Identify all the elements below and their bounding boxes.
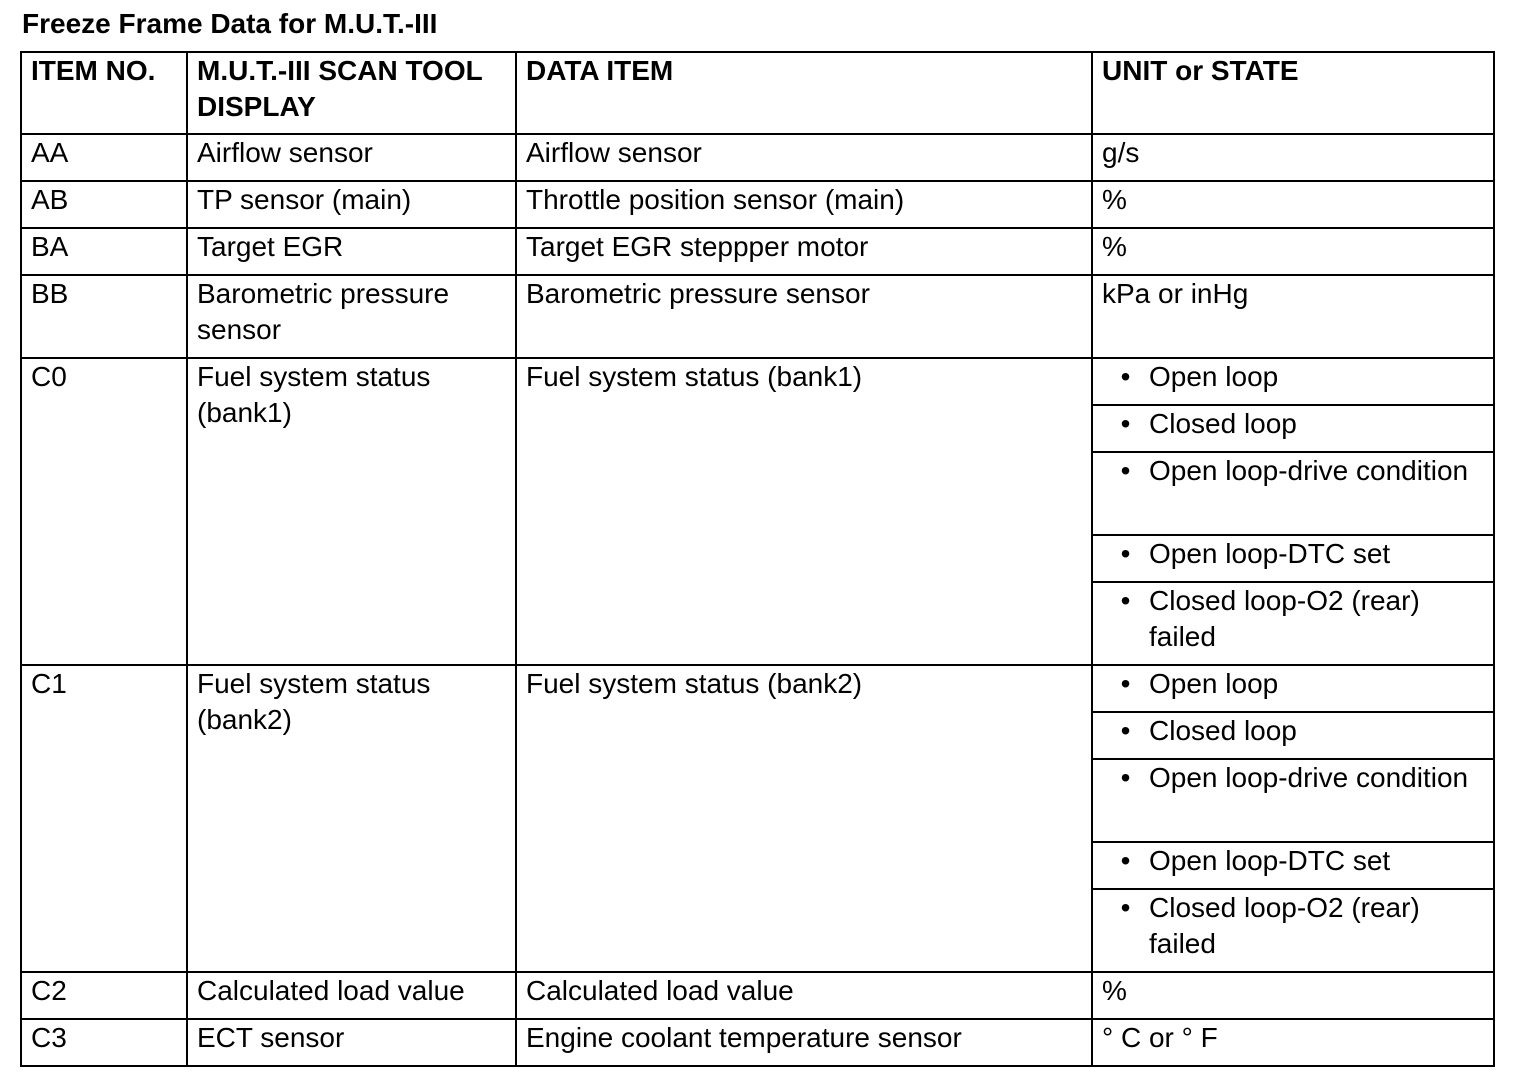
bullet-icon: • [1120, 715, 1131, 746]
header-row [21, 52, 1494, 134]
document-title: Freeze Frame Data for M.U.T.-III [22, 8, 438, 39]
state-text: Closed loop-O2 (rear) failed [1149, 892, 1420, 959]
state-cell [1092, 665, 1494, 712]
state-text: Open loop-drive condition [1149, 762, 1469, 793]
cell-data-item: Fuel system status (bank2) [516, 665, 1092, 972]
state-text: Open loop [1149, 361, 1279, 392]
cell-display: Target EGR [187, 228, 516, 275]
cell-display: Calculated load value [187, 972, 516, 1019]
cell-data-item: Airflow sensor [516, 134, 1092, 181]
cell-display: Barometric pressure sensor [187, 275, 516, 358]
cell-data-item: Target EGR steppper motor [516, 228, 1092, 275]
state-text: Open loop-drive condition [1149, 455, 1469, 486]
table-row [21, 134, 1494, 181]
bullet-icon: • [1120, 892, 1131, 923]
cell-unit: % [1092, 972, 1494, 1019]
state-cell [1092, 712, 1494, 759]
state-text: Open loop-DTC set [1149, 845, 1391, 876]
cell-display: TP sensor (main) [187, 181, 516, 228]
header-display: M.U.T.-III SCAN TOOL DISPLAY [187, 52, 516, 134]
state-cell [1092, 842, 1494, 889]
state-cell [1092, 405, 1494, 452]
cell-item-no: AB [21, 181, 187, 228]
cell-data-item: Throttle position sensor (main) [516, 181, 1092, 228]
bullet-icon: • [1120, 455, 1131, 486]
bullet-icon: • [1120, 361, 1131, 392]
header-item-no: ITEM NO. [21, 52, 187, 134]
cell-item-no: C2 [21, 972, 187, 1019]
state-cell [1092, 889, 1494, 972]
bullet-icon: • [1120, 668, 1131, 699]
header-unit: UNIT or STATE [1092, 52, 1494, 134]
bullet-icon: • [1120, 762, 1131, 793]
cell-unit: ° C or ° F [1092, 1019, 1494, 1066]
cell-item-no: C0 [21, 358, 187, 665]
state-cell [1092, 582, 1494, 665]
state-cell [1092, 535, 1494, 582]
table-row [21, 181, 1494, 228]
cell-data-item: Fuel system status (bank1) [516, 358, 1092, 665]
cell-unit: g/s [1092, 134, 1494, 181]
cell-display: Fuel system status (bank1) [187, 358, 516, 665]
state-text: Closed loop [1149, 408, 1297, 439]
bullet-icon: • [1120, 408, 1131, 439]
cell-display: Airflow sensor [187, 134, 516, 181]
cell-item-no: BA [21, 228, 187, 275]
cell-item-no: AA [21, 134, 187, 181]
table-row [21, 358, 1494, 405]
state-text: Open loop-DTC set [1149, 538, 1391, 569]
state-cell [1092, 759, 1494, 842]
header-data-item: DATA ITEM [516, 52, 1092, 134]
cell-item-no: BB [21, 275, 187, 358]
state-text: Open loop [1149, 668, 1279, 699]
cell-unit: kPa or inHg [1092, 275, 1494, 358]
cell-item-no: C1 [21, 665, 187, 972]
bullet-icon: • [1120, 845, 1131, 876]
cell-data-item: Calculated load value [516, 972, 1092, 1019]
cell-display: Fuel system status (bank2) [187, 665, 516, 972]
cell-item-no: C3 [21, 1019, 187, 1066]
cell-unit: % [1092, 181, 1494, 228]
bullet-icon: • [1120, 538, 1131, 569]
bullet-icon: • [1120, 585, 1131, 616]
freeze-frame-table [20, 51, 1495, 1067]
state-text: Closed loop [1149, 715, 1297, 746]
state-cell [1092, 358, 1494, 405]
table-row [21, 665, 1494, 712]
cell-display: ECT sensor [187, 1019, 516, 1066]
table-row [21, 275, 1494, 358]
table-row [21, 972, 1494, 1019]
cell-data-item: Barometric pressure sensor [516, 275, 1092, 358]
state-cell [1092, 452, 1494, 535]
cell-data-item: Engine coolant temperature sensor [516, 1019, 1092, 1066]
table-row [21, 228, 1494, 275]
state-text: Closed loop-O2 (rear) failed [1149, 585, 1420, 652]
table-row [21, 1019, 1494, 1066]
cell-unit: % [1092, 228, 1494, 275]
